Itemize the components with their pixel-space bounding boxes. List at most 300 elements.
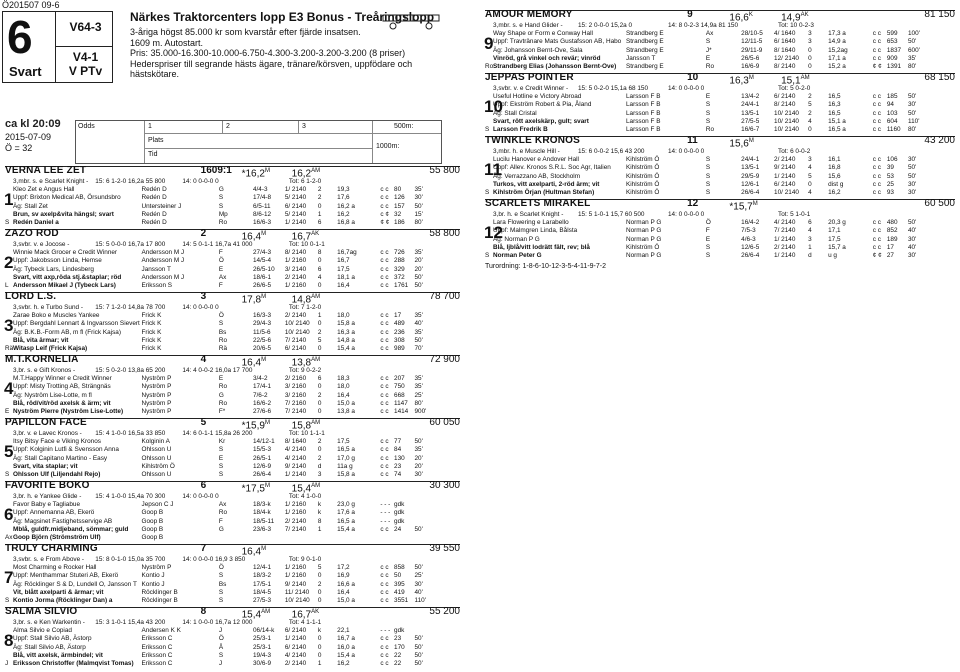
history-row [5, 249, 460, 257]
history-cell: 170 [394, 643, 405, 651]
history-cell: 6/ 2140 [284, 202, 307, 210]
history-row [485, 236, 955, 244]
history-cell: 100' [908, 30, 920, 38]
history-cell: S [218, 588, 224, 596]
history-cell: E [218, 265, 224, 273]
history-cell: S [705, 117, 711, 125]
history-cell: 16,7 [337, 257, 350, 265]
history-cell: S [218, 651, 224, 659]
history-cell: 50' [414, 281, 423, 289]
history-cell: 35' [908, 54, 917, 62]
history-cell: Röcklinger B [141, 596, 178, 604]
history-cell: Kihlström Ö [626, 243, 660, 251]
history-cell: 207 [394, 375, 405, 383]
horse-header [5, 167, 460, 178]
horse-detail: Blå, ljblå/vitt lodrätt fält, rev; blå [493, 243, 590, 251]
history-cell: 1/ 2160 [284, 564, 307, 572]
history-cell: 0 [317, 643, 322, 651]
history-cell: 26/6-4 [741, 188, 760, 196]
horse-entry [485, 73, 955, 134]
history-cell: Nyström P [141, 375, 172, 383]
history-cell: 6 [317, 265, 322, 273]
history-cell: 3 [808, 235, 812, 243]
history-cell: 12/6-1 [741, 180, 760, 188]
horse-detail: Äg: Stall Cristal [493, 109, 537, 117]
history-cell: c c [380, 194, 389, 202]
stats-row [5, 556, 460, 564]
history-cell: S [218, 202, 224, 210]
history-cell: c c [380, 336, 389, 344]
history-cell: 2/ 2140 [284, 273, 307, 281]
horse-prize: 55 200 [429, 606, 460, 617]
stats-cell: Tot: 5 0-2-0 [778, 85, 811, 92]
history-cell: 20' [414, 265, 423, 273]
history-cell: k [317, 627, 322, 635]
horse-best-time [242, 230, 266, 242]
horse-record-time: 6 [200, 480, 207, 491]
history-cell: 18/5-11 [252, 517, 275, 525]
horse-record-time: 11 [687, 135, 698, 146]
history-cell: 10/ 2140 [774, 109, 799, 117]
driver-name: Kihlström Örjan (Hultman Stefan) [493, 188, 595, 196]
history-cell: 80' [414, 399, 423, 407]
history-cell: c c [380, 328, 389, 336]
history-cell: c c [380, 281, 389, 289]
stats-cell: 3,br. h. e Yankee Glide - [13, 493, 82, 500]
history-cell: 15,4 a [337, 344, 355, 352]
horse-name: JEPPAS POINTER [485, 72, 574, 83]
horse-detail: Svart, vitt axp,röda stj.&staplar; röd [13, 273, 122, 281]
history-cell: S [705, 156, 711, 164]
horse-detail: Mblå, guldfr.midjeband, sömmar; guld [13, 525, 129, 533]
stats-cell: Tot: 7 1-2-0 [288, 304, 322, 311]
history-cell: c c [380, 399, 389, 407]
history-row [5, 312, 460, 320]
horse-detail: Uppf: Malmgren Linda, Bålsta [493, 227, 578, 235]
history-cell: d [317, 462, 322, 470]
history-cell: c c [872, 243, 881, 251]
history-cell: 157 [394, 202, 405, 210]
horse-name: TRULY CHARMING [5, 543, 98, 554]
history-cell: 28/10-5 [741, 30, 763, 38]
stats-row [5, 304, 460, 312]
history-cell: Redén D [141, 186, 167, 194]
history-cell: S [218, 596, 224, 604]
history-cell: - - - [380, 627, 391, 635]
horse-detail: Uppf: Jakobsson Linda, Hemse [13, 257, 102, 265]
history-cell: Ö [218, 564, 224, 572]
start-number: 5 [4, 442, 14, 461]
history-cell: Ro [218, 399, 228, 407]
history-cell: 16,5 [828, 109, 841, 117]
history-cell: 27/5-3 [252, 596, 272, 604]
history-cell: 80' [414, 218, 423, 226]
best-time-suffix: AM [261, 609, 271, 615]
horse-prize: 30 300 [429, 480, 460, 491]
history-cell: Andersson M J [141, 257, 185, 265]
history-cell: dist g [828, 180, 844, 188]
history-cell: 858 [394, 564, 405, 572]
history-cell: 7/ 2140 [774, 227, 796, 235]
history-cell: 1/ 2140 [774, 172, 796, 180]
history-cell: c c [872, 156, 881, 164]
history-cell: Frick K [141, 328, 162, 336]
stats-row [485, 22, 955, 30]
best-time-suffix: M [261, 231, 267, 237]
grid-line [144, 148, 372, 149]
horse-header [5, 608, 460, 619]
history-cell: 13,8 a [337, 407, 355, 415]
history-cell: 17,3 a [828, 30, 846, 38]
stats-cell: 3,mbr. s. e Hand Glider - [493, 22, 563, 29]
history-cell: 40' [908, 243, 917, 251]
history-cell: E [705, 93, 711, 101]
stats-cell: Tot: 4 1-1-1 [288, 619, 322, 626]
history-cell: F* [218, 407, 226, 415]
history-cell: 11/5-6 [252, 328, 271, 336]
history-cell: 77 [394, 438, 402, 446]
history-cell: Ax [218, 273, 227, 281]
horse-record-time: 9 [687, 9, 693, 20]
best-time-suffix: AK [800, 12, 809, 18]
history-cell: Eriksson S [141, 281, 173, 289]
shoe-code: S [5, 470, 10, 478]
autostart-car-icon [381, 12, 441, 32]
driver-name: Goop Björn (Strömström Ulf) [13, 533, 101, 541]
grid-1000m: 1000m: [376, 143, 400, 150]
race-info [130, 27, 440, 80]
horse-name: VERNA LEE ZET [5, 165, 87, 176]
history-cell: 852 [886, 227, 898, 235]
history-cell: 18/3-k [252, 501, 271, 509]
horse-best-time-2 [292, 608, 319, 620]
stats-cell: 14: 8 0-2-3 14,9a 81 150 [668, 22, 738, 29]
history-cell: Ro [705, 125, 715, 133]
history-cell: 50' [908, 109, 917, 117]
horse-detail: Blå, röd/vit/röd axelsk & ärm; vit [13, 399, 111, 407]
history-cell: 18/3-2 [252, 572, 272, 580]
history-cell: 12/4-1 [252, 564, 272, 572]
history-cell: Ohlsson U [141, 470, 172, 478]
history-cell: Strandberg E [626, 62, 664, 70]
history-cell: 6/ 2140 [284, 643, 307, 651]
history-cell: 8 [317, 517, 322, 525]
history-cell: 18/6-1 [252, 273, 272, 281]
history-cell: 50' [908, 38, 917, 46]
history-cell: 25/3-1 [252, 643, 272, 651]
history-cell: 16/4-2 [741, 219, 760, 227]
history-cell: S [218, 572, 224, 580]
history-cell: S [705, 180, 711, 188]
history-cell: 13/4-2 [741, 93, 760, 101]
history-cell: 106 [886, 156, 898, 164]
history-cell: 13/5-1 [741, 109, 760, 117]
best-time-value: 15,4 [241, 609, 262, 621]
history-cell: 17,5 [828, 235, 841, 243]
history-cell: Larsson F B [626, 109, 661, 117]
history-cell: Redén D [141, 194, 167, 202]
history-cell: c c [872, 188, 881, 196]
stats-cell: 15: 7 1-2-0 14,8a 78 700 [95, 304, 166, 311]
horse-record-time: 3 [200, 291, 207, 302]
history-cell: c c [380, 383, 389, 391]
history-cell: 50' [414, 202, 423, 210]
history-cell: 14,9 a [828, 38, 846, 46]
history-cell: S [705, 38, 711, 46]
history-cell: - - - [380, 509, 391, 517]
stats-cell: Tot: 10 1-1-1 [288, 430, 325, 437]
history-cell: Kihlström Ö [626, 172, 660, 180]
history-cell: 35' [414, 249, 423, 257]
horse-best-time [242, 419, 270, 431]
history-row [485, 189, 955, 197]
history-cell: c c [872, 101, 881, 109]
history-cell: 0 [317, 588, 322, 596]
history-cell: c c [380, 572, 389, 580]
history-cell: 419 [394, 588, 405, 596]
horse-entry [5, 292, 460, 353]
grid-500m: 500m: [394, 123, 414, 130]
horse-best-time [729, 200, 757, 212]
history-cell: 94 [886, 101, 894, 109]
history-cell: E [218, 375, 224, 383]
grid-line [144, 121, 145, 163]
history-cell: c c [380, 265, 389, 273]
history-cell: S [705, 251, 711, 259]
history-cell: 1761 [394, 281, 409, 289]
best-time-value: 15,6 [729, 138, 749, 150]
history-cell: c c [872, 46, 881, 54]
start-number: 12 [484, 223, 503, 242]
history-cell: 35' [414, 312, 423, 320]
history-cell: 1/ 2140 [284, 635, 307, 643]
race-info-line: 1609 m. Autostart. [130, 37, 204, 48]
history-cell: Untersteiner J [141, 202, 182, 210]
history-cell: Kr [218, 438, 226, 446]
history-cell: c c [872, 109, 881, 117]
horse-header [5, 230, 460, 241]
horse-best-time-2 [781, 74, 809, 86]
history-cell: Ohlsson U [141, 454, 172, 462]
history-cell: 3/4-2 [252, 375, 268, 383]
stats-cell: Tot: 9 0-2-2 [288, 367, 322, 374]
history-cell: 0 [317, 635, 322, 643]
history-cell: 2 [317, 580, 322, 588]
history-cell: 15,0 a [337, 596, 355, 604]
history-cell: Strandberg E [626, 38, 664, 46]
history-cell: 1160 [886, 125, 901, 133]
history-row [5, 518, 460, 526]
history-cell: 84 [394, 446, 402, 454]
history-cell: Norman P G [626, 235, 662, 243]
stats-cell: 15: 5 0-2-0 15,1a 68 150 [578, 85, 648, 92]
history-cell: Redén D [141, 218, 167, 226]
start-number: 6 [4, 505, 14, 524]
history-cell: 6/5-11 [252, 202, 271, 210]
history-cell: 10/ 2140 [774, 188, 799, 196]
history-row [5, 660, 460, 668]
horse-detail: Uppf: Annemanna AB, Ekerö [13, 509, 95, 517]
history-cell: 2 [317, 194, 322, 202]
history-cell: Frick K [141, 320, 162, 328]
history-cell: c c [380, 596, 389, 604]
history-cell: 3/ 2160 [284, 383, 307, 391]
history-cell: c c [380, 344, 389, 352]
best-time-value: 16,2 [291, 168, 312, 180]
horse-entry [485, 10, 955, 71]
horse-entry [5, 418, 460, 479]
stats-cell: 14: 6 0-1-1 15,8a 26 200 [182, 430, 253, 437]
history-cell: 489 [394, 320, 405, 328]
history-cell: 10/ 2140 [284, 596, 310, 604]
history-cell: 4/ 2140 [284, 454, 307, 462]
history-cell: 6 [317, 218, 322, 226]
history-cell: 30' [908, 101, 917, 109]
history-cell: 1/ 2140 [284, 218, 307, 226]
history-cell: 8/ 2140 [774, 101, 796, 109]
history-cell: 2 [317, 186, 322, 194]
horse-best-time [242, 356, 266, 368]
history-cell: Norman P G [626, 219, 662, 227]
history-cell: c c [872, 219, 881, 227]
history-cell: c c [380, 320, 389, 328]
history-cell: Strandberg E [626, 46, 664, 54]
history-cell: 1 [808, 243, 812, 251]
history-cell: 1414 [394, 407, 409, 415]
stats-cell: 3,br. h. e Scarlet Knight - [493, 211, 564, 218]
history-cell: E [218, 454, 224, 462]
history-cell: c c [380, 659, 389, 667]
tid-label: Tid [148, 151, 158, 158]
history-row [5, 345, 460, 353]
horse-record-time: 7 [200, 543, 207, 554]
history-cell: gdk [394, 517, 405, 525]
horse-detail: Uppf: Travtränare Mats Gustafsson AB, Habo [493, 38, 622, 46]
history-cell: 19,3 [337, 186, 350, 194]
history-cell: G [218, 186, 224, 194]
stats-cell: 15: 6 1-2-0 16,2a 55 800 [95, 178, 166, 185]
history-cell: 27 [886, 251, 894, 259]
best-time-suffix: M [264, 483, 270, 489]
best-time-suffix: AK [311, 609, 320, 615]
history-cell: 12/11-5 [741, 38, 763, 46]
best-time-value: 16,4 [241, 357, 262, 369]
history-cell: 4 [808, 188, 812, 196]
history-cell: 17,0 g [337, 454, 355, 462]
history-cell: 2/ 2140 [774, 243, 796, 251]
best-time-suffix: M [752, 201, 758, 207]
best-time-suffix: M [748, 138, 754, 144]
stats-row [485, 211, 955, 219]
history-cell: 4/ 2140 [284, 651, 307, 659]
history-cell: 16,5 a [337, 446, 355, 454]
turordning: Turordning: 1-8-6-10-12-3-5-4-11-9-7-2 [485, 263, 606, 270]
history-cell: 93 [886, 188, 894, 196]
best-time-value: 16,3 [729, 75, 749, 87]
history-cell: 0 [317, 446, 322, 454]
history-cell: 1837 [886, 46, 902, 54]
history-cell: 53 [886, 172, 894, 180]
horse-best-time-2 [292, 482, 320, 494]
stats-cell: 14: 0 0-0-0 0 [668, 148, 705, 155]
horse-detail: Äg: Norman P G [493, 235, 540, 243]
race-game-v4: V4-1 [72, 50, 99, 64]
history-cell: S [218, 470, 224, 478]
history-cell: 20' [414, 462, 423, 470]
history-cell: c c [380, 643, 389, 651]
history-cell: Ro [218, 509, 228, 517]
history-cell: 0 [317, 383, 322, 391]
stats-cell: 14: 0 0-0-0 0 [182, 304, 219, 311]
history-cell: c c [380, 249, 389, 257]
stats-cell: 15: 2 0-0-0 15,2a 0 [578, 22, 633, 29]
history-cell: 16,3 a [337, 328, 355, 336]
history-cell: 668 [394, 391, 405, 399]
best-time-value: 15,8 [291, 420, 312, 432]
history-cell: 15,2ag [828, 46, 848, 54]
horse-detail: Äg: Tybeck Lars, Lindesberg [13, 265, 94, 273]
grid-col-2: 2 [226, 123, 230, 130]
history-cell: c c [380, 375, 389, 383]
history-cell: 35' [414, 375, 423, 383]
history-cell: 24/4-1 [741, 156, 760, 164]
history-cell: 2/ 2140 [284, 517, 307, 525]
stats-cell: 3,br. s. e Gift Kronos - [13, 367, 76, 374]
horse-detail: Itsy Bitsy Face e Viking Kronos [13, 438, 101, 446]
horse-detail: Äg: Nyström Lise-Lotte, m fl [13, 391, 92, 399]
horse-detail: Äg: B.K.B.-Form AB, m fl (Frick Kajsa) [13, 328, 121, 336]
history-cell: 16,6 a [337, 580, 355, 588]
history-cell: 3/ 2160 [284, 391, 307, 399]
history-cell: Kihlström Ö [626, 180, 660, 188]
horse-detail: Uppf: Kolginin Lutfi & Svensson Anna [13, 446, 119, 454]
history-cell: 35' [414, 446, 423, 454]
history-cell: 0 [317, 407, 322, 415]
best-time-value: 17,8 [241, 294, 262, 306]
history-row [485, 156, 955, 164]
history-cell: c c [380, 580, 389, 588]
history-cell: 50' [414, 651, 423, 659]
driver-name: Larsson Fredrik B [493, 125, 548, 133]
start-number: 9 [484, 34, 494, 53]
horse-entry [5, 355, 460, 416]
horse-detail: Uppf: Menthammar Stuteri AB, Ekerö [13, 572, 119, 580]
history-cell: E [705, 235, 711, 243]
horse-header [5, 419, 460, 430]
horse-best-time [242, 293, 266, 305]
stats-cell: 3,br. s. e Ken Warkentin - [13, 619, 85, 626]
history-cell: Jansson T [626, 54, 656, 62]
horse-detail: Uppf: Ekström Robert & Pia, Åland [493, 101, 592, 109]
history-cell: 25' [414, 391, 423, 399]
history-cell: 9/ 2140 [774, 164, 796, 172]
history-cell: Ö [218, 635, 224, 643]
history-cell: 909 [886, 54, 898, 62]
history-cell: 16/6-7 [741, 125, 760, 133]
best-time-suffix: AM [311, 483, 321, 489]
history-cell: Redén D [141, 210, 167, 218]
history-row [485, 55, 955, 63]
best-time-value: *15,9 [241, 420, 265, 432]
best-time-value: 15,1 [781, 75, 801, 87]
history-cell: c c [872, 164, 881, 172]
horse-header [5, 545, 460, 556]
horse-best-time [729, 137, 753, 149]
history-cell: 4 [808, 117, 812, 125]
history-cell: 30' [908, 180, 917, 188]
horse-detail: M.T.Happy Winner e Credit Winner [13, 375, 112, 383]
history-cell: Nyström P [141, 383, 172, 391]
